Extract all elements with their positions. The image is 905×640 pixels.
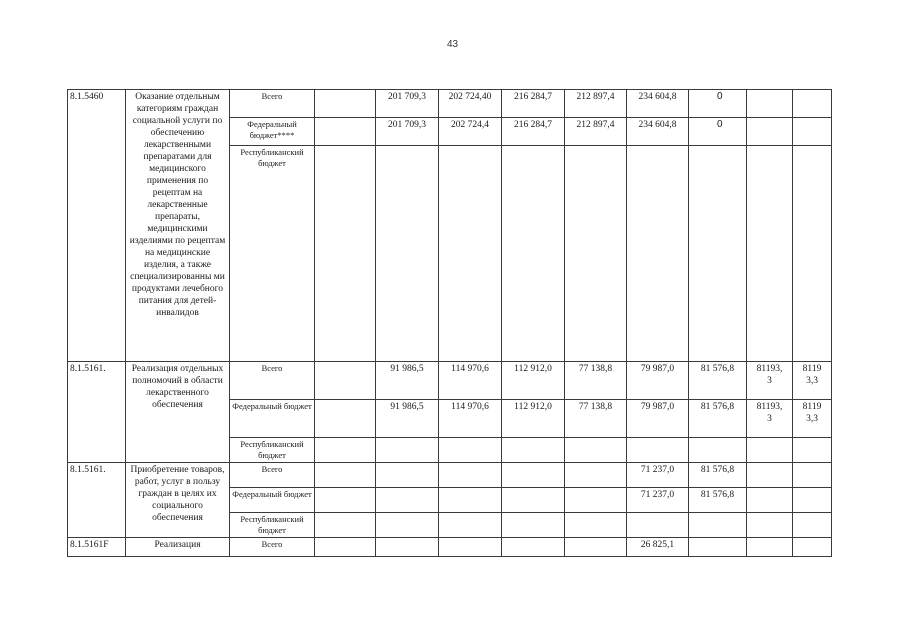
empty-cell [565, 538, 627, 557]
value-cell: 202 724,4 [439, 118, 502, 146]
empty-cell [502, 463, 565, 488]
empty-cell [315, 362, 376, 400]
value-cell: 212 897,4 [565, 90, 627, 118]
funding-source: Республиканский бюджет [230, 146, 315, 362]
empty-cell [565, 438, 627, 463]
row-code: 8.1.5161. [68, 463, 126, 538]
funding-source: Всего [230, 463, 315, 488]
empty-cell [747, 538, 793, 557]
table-row [68, 362, 832, 400]
row-name: Реализация отдельных полномочий в области лекарственного обеспечения [126, 362, 230, 463]
empty-cell [376, 488, 439, 513]
empty-cell [689, 513, 747, 538]
value-cell: 234 604,8 [627, 90, 689, 118]
empty-cell [315, 463, 376, 488]
value-cell: 8119 3,3 [793, 400, 832, 438]
value-cell: 0 [689, 118, 747, 146]
empty-cell [502, 513, 565, 538]
empty-cell [627, 146, 689, 362]
value-cell: 26 825,1 [627, 538, 689, 557]
value-cell: 112 912,0 [502, 362, 565, 400]
empty-cell [376, 146, 439, 362]
empty-cell [793, 513, 832, 538]
funding-source: Всего [230, 538, 315, 557]
value-cell: 79 987,0 [627, 362, 689, 400]
empty-cell [793, 438, 832, 463]
empty-cell [747, 463, 793, 488]
empty-cell [315, 146, 376, 362]
value-cell: 8119 3,3 [793, 362, 832, 400]
row-code: 8.1.5460 [68, 90, 126, 362]
value-cell: 81193, 3 [747, 362, 793, 400]
budget-table [67, 89, 832, 557]
empty-cell [747, 438, 793, 463]
empty-cell [793, 90, 832, 118]
value-cell: 202 724,40 [439, 90, 502, 118]
row-name: Оказание отдельным категориям граждан социальной услуги по обеспечению лекарственными препаратами для медицинского применения по рецептам на лекарственные препараты, медицинскими изделиями по рецептам на медицинские изделия, а также специализированны ми продуктами лечебного питания для детей-инвалидов [126, 90, 230, 362]
empty-cell [439, 438, 502, 463]
empty-cell [315, 90, 376, 118]
empty-cell [747, 146, 793, 362]
empty-cell [747, 488, 793, 513]
empty-cell [502, 146, 565, 362]
empty-cell [502, 538, 565, 557]
funding-source: Всего [230, 90, 315, 118]
empty-cell [689, 538, 747, 557]
value-cell: 114 970,6 [439, 362, 502, 400]
empty-cell [689, 146, 747, 362]
table-row [68, 538, 832, 557]
empty-cell [565, 488, 627, 513]
table-row [68, 90, 832, 118]
empty-cell [565, 146, 627, 362]
value-cell: 79 987,0 [627, 400, 689, 438]
empty-cell [439, 513, 502, 538]
empty-cell [793, 538, 832, 557]
empty-cell [793, 488, 832, 513]
funding-source: Федеральный бюджет [230, 400, 315, 438]
value-cell: 71 237,0 [627, 463, 689, 488]
empty-cell [315, 513, 376, 538]
empty-cell [439, 146, 502, 362]
value-cell: 81 576,8 [689, 463, 747, 488]
empty-cell [689, 438, 747, 463]
value-cell: 234 604,8 [627, 118, 689, 146]
row-code: 8.1.5161. [68, 362, 126, 463]
empty-cell [747, 90, 793, 118]
empty-cell [747, 513, 793, 538]
empty-cell [793, 146, 832, 362]
value-cell: 216 284,7 [502, 90, 565, 118]
funding-source: Федеральный бюджет [230, 488, 315, 513]
funding-source: Всего [230, 362, 315, 400]
funding-source: Федеральный бюджет**** [230, 118, 315, 146]
empty-cell [565, 463, 627, 488]
empty-cell [439, 538, 502, 557]
empty-cell [627, 513, 689, 538]
row-code: 8.1.5161F [68, 538, 126, 557]
value-cell: 201 709,3 [376, 90, 439, 118]
value-cell: 201 709,3 [376, 118, 439, 146]
empty-cell [315, 400, 376, 438]
value-cell: 77 138,8 [565, 362, 627, 400]
value-cell: 114 970,6 [439, 400, 502, 438]
empty-cell [627, 438, 689, 463]
empty-cell [315, 438, 376, 463]
value-cell: 216 284,7 [502, 118, 565, 146]
value-cell: 91 986,5 [376, 400, 439, 438]
value-cell: 81193, 3 [747, 400, 793, 438]
empty-cell [315, 118, 376, 146]
empty-cell [793, 463, 832, 488]
empty-cell [376, 513, 439, 538]
empty-cell [376, 438, 439, 463]
value-cell: 0 [689, 90, 747, 118]
value-cell: 77 138,8 [565, 400, 627, 438]
empty-cell [376, 538, 439, 557]
value-cell: 212 897,4 [565, 118, 627, 146]
funding-source: Республиканский бюджет [230, 438, 315, 463]
value-cell: 81 576,8 [689, 400, 747, 438]
value-cell: 71 237,0 [627, 488, 689, 513]
empty-cell [315, 488, 376, 513]
empty-cell [793, 118, 832, 146]
value-cell: 91 986,5 [376, 362, 439, 400]
table-row [68, 463, 832, 488]
empty-cell [502, 488, 565, 513]
row-name: Приобретение товаров, работ, услуг в пользу граждан в целях их социального обеспечения [126, 463, 230, 538]
value-cell: 81 576,8 [689, 362, 747, 400]
row-name: Реализация [126, 538, 230, 557]
page-number: 43 [446, 39, 459, 50]
empty-cell [502, 438, 565, 463]
empty-cell [439, 488, 502, 513]
empty-cell [315, 538, 376, 557]
empty-cell [439, 463, 502, 488]
value-cell: 112 912,0 [502, 400, 565, 438]
funding-source: Республиканский бюджет [230, 513, 315, 538]
empty-cell [565, 513, 627, 538]
value-cell: 81 576,8 [689, 488, 747, 513]
empty-cell [376, 463, 439, 488]
empty-cell [747, 118, 793, 146]
